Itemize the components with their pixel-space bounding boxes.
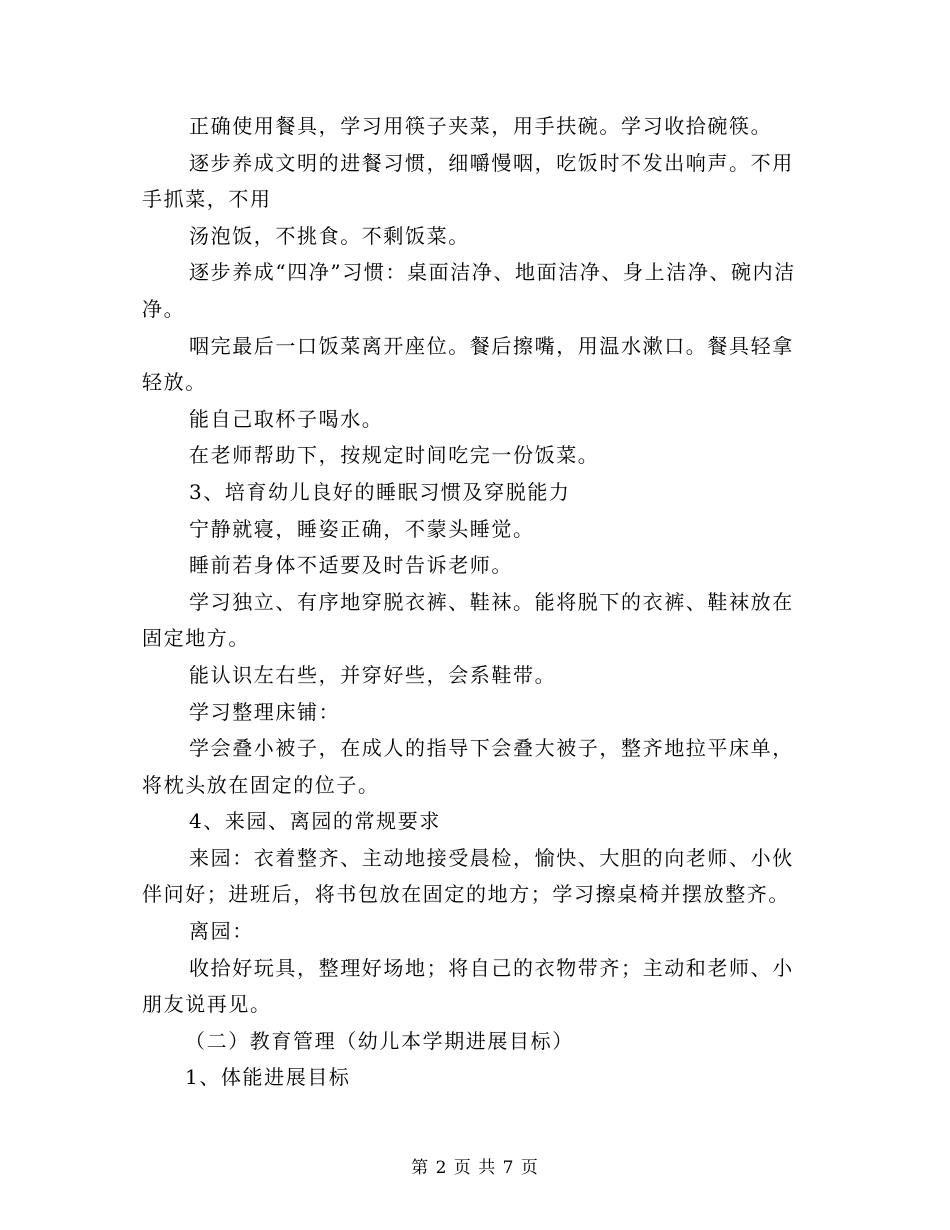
heading-physical-goals: 1、体能进展目标	[185, 1065, 351, 1090]
paragraph-dining-habits: 逐步养成文明的进餐习惯，细嚼慢咽，吃饭时不发出响声。不用手抓菜，不用	[142, 150, 794, 212]
paragraph-after-meal: 咽完最后一口饭菜离开座位。餐后擦嘴，用温水漱口。餐具轻拿轻放。	[142, 333, 794, 395]
paragraph-no-soup-rice: 汤泡饭，不挑食。不剩饭菜。	[189, 223, 470, 248]
paragraph-arrival: 来园：衣着整齐、主动地接受晨检，愉快、大胆的向老师、小伙伴问好；进班后，将书包放在固定的地方；学习擦桌椅并摆放整齐。	[142, 845, 794, 907]
paragraph-four-clean: 逐步养成“四净”习惯：桌面洁净、地面洁净、身上洁净、碗内洁净。	[142, 260, 796, 321]
paragraph-left-right: 能认识左右些，并穿好些，会系鞋带。	[189, 662, 557, 687]
document-body	[142, 108, 802, 1096]
paragraph-dressing: 学习独立、有序地穿脱衣裤、鞋袜。能将脱下的衣裤、鞋袜放在固定地方。	[142, 589, 794, 651]
paragraph-tell-teacher: 睡前若身体不适要及时告诉老师。	[189, 553, 513, 578]
heading-arrival-departure: 4、来园、离园的常规要求	[189, 809, 441, 834]
paragraph-fold-quilt: 学会叠小被子，在成人的指导下会叠大被子，整齐地拉平床单，将枕头放在固定的位子。	[142, 736, 794, 797]
page-number: 第 2 页 共 7 页	[411, 1158, 539, 1178]
paragraph-quiet-sleep: 宁静就寝，睡姿正确，不蒙头睡觉。	[189, 516, 535, 541]
paragraph-finish-meal: 在老师帮助下，按规定时间吃完一份饭菜。	[189, 443, 600, 468]
paragraph-tableware: 正确使用餐具，学习用筷子夹菜，用手扶碗。学习收拾碗筷。	[189, 114, 773, 138]
heading-sleep-habits: 3、培育幼儿良好的睡眠习惯及穿脱能力	[189, 479, 571, 504]
paragraph-drink-water: 能自己取杯子喝水。	[189, 406, 384, 431]
heading-education-management: （二）教育管理（幼儿本学期进展目标）	[185, 1028, 574, 1053]
page-footer	[0, 1153, 950, 1178]
paragraph-departure: 收拾好玩具，整理好场地；将自己的衣物带齐；主动和老师、小朋友说再见。	[142, 955, 794, 1017]
paragraph-make-bed: 学习整理床铺：	[189, 699, 341, 724]
paragraph-departure-label: 离园：	[189, 919, 254, 944]
